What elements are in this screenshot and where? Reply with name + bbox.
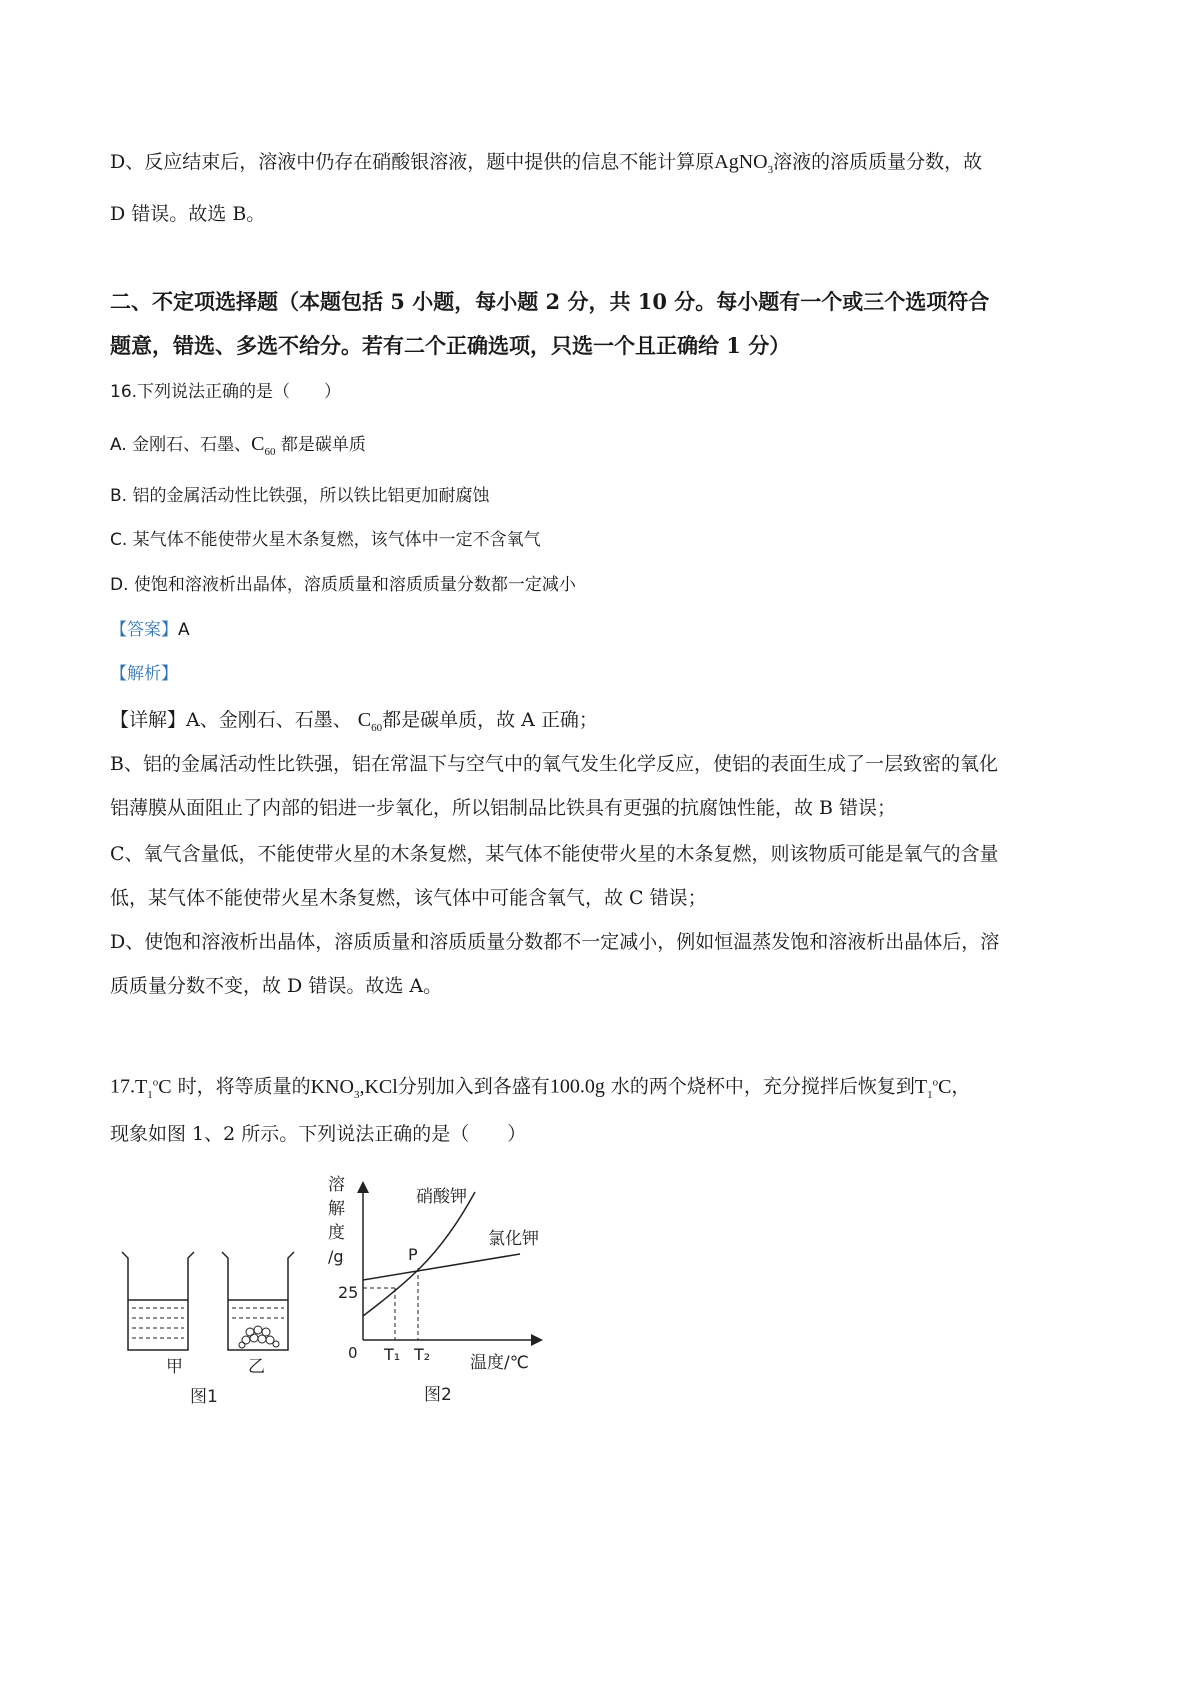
x-tick-t1: T₁ — [384, 1345, 401, 1364]
q17-stem-line1: $17.T_1^oC$ 时，将等质量的$KNO_3,KCl$分别加入到各盛有100.0g 水的两个烧杯中，充分搅拌后恢复到$T_1^oC$， — [110, 1075, 971, 1101]
y-label-1: 溶 — [328, 1175, 345, 1195]
point-p-label: P — [408, 1245, 418, 1264]
q16-detail-b-line2: 铝薄膜从面阻止了内部的铝进一步氧化，所以铝制品比铁具有更强的抗腐蚀性能，故 B 错误； — [110, 797, 897, 819]
q16-stem: 16.下列说法正确的是（ ） — [110, 382, 342, 402]
kno3-curve-label: 硝酸钾 — [416, 1187, 467, 1207]
q16-detail-b-line1: B、铝的金属活动性比铁强，铝在常温下与空气中的氧气发生化学反应，使铝的表面生成了一层致密的氧化 — [110, 753, 998, 775]
q16-detail-c-line1: C、氧气含量低，不能使带火星的木条复燃，某气体不能使带火星的木条复燃，则该物质可能是氧气的含量 — [110, 843, 999, 865]
kno3-formula: $KNO_3,KCl$ — [310, 1075, 398, 1101]
t1-temperature: $T_1^oC$ — [135, 1075, 172, 1101]
q16-option-a: A. 金刚石、石墨、$C_{60}$ 都是碳单质 — [110, 433, 366, 458]
answer-value: A — [178, 620, 190, 640]
kcl-curve — [363, 1254, 520, 1280]
y-tick-25: 25 — [338, 1283, 359, 1302]
x-axis-label: 温度/℃ — [470, 1353, 529, 1373]
kno3-curve — [363, 1192, 475, 1316]
answer-label: 【答案】 — [110, 620, 178, 640]
y-label-3: 度 — [328, 1223, 345, 1243]
q16-detail-d-line2: 质质量分数不变，故 D 错误。故选 A。 — [110, 975, 443, 997]
y-label-4: /g — [328, 1247, 344, 1266]
figure-2-solubility-chart — [320, 1170, 560, 1410]
section-heading-line2: 题意，错选、多选不给分。若有二个正确选项，只选一个且正确给 1 分） — [110, 333, 791, 358]
section-heading-line1: 二、不定项选择题（本题包括 5 小题，每小题 2 分，共 10 分。每小题有一个或三个选项符合 — [110, 289, 990, 314]
q16-answer — [110, 616, 190, 644]
origin-label: 0 — [348, 1344, 358, 1362]
beaker-yi — [222, 1252, 294, 1350]
crystals-precipitate — [239, 1326, 279, 1348]
y-label-2: 解 — [328, 1199, 345, 1219]
figure-1-caption: 图1 — [190, 1387, 218, 1407]
q16-option-c: C. 某气体不能使带火星木条复燃，该气体中一定不含氧气 — [110, 530, 541, 550]
x-tick-t2: T₂ — [414, 1345, 431, 1364]
beaker-yi-label: 乙 — [248, 1357, 265, 1377]
figure-2-caption: 图2 — [424, 1385, 452, 1405]
prev-d-line2: D 错误。故选 B。 — [110, 203, 266, 225]
agno3-formula: AgNO$_3$ — [714, 151, 774, 176]
prev-d-line1: D、反应结束后，溶液中仍存在硝酸银溶液，题中提供的信息不能计算原AgNO$_3$溶液的溶质质量分数，故 — [110, 151, 983, 176]
c60-formula: $C_{60}$ — [251, 433, 276, 458]
q16-detail-a: 【详解】A、金刚石、石墨、 $C_{60}$都是碳单质，故 A 正确； — [110, 709, 598, 734]
beaker-jia-label: 甲 — [166, 1357, 183, 1377]
figure-1-beakers — [118, 1250, 318, 1410]
q16-detail-c-line2: 低，某气体不能使带火星木条复燃，该气体中可能含氧气，故 C 错误； — [110, 887, 707, 909]
q16-option-b: B. 铝的金属活动性比铁强，所以铁比铝更加耐腐蚀 — [110, 486, 490, 506]
q17-stem-line2: 现象如图 1、2 所示。下列说法正确的是（ ） — [110, 1123, 527, 1145]
beaker-jia — [122, 1252, 194, 1350]
kcl-curve-label: 氯化钾 — [488, 1229, 539, 1249]
q16-option-d: D. 使饱和溶液析出晶体，溶质质量和溶质质量分数都一定减小 — [110, 575, 576, 595]
q16-analysis-label: 【解析】 — [110, 664, 178, 684]
q16-detail-d-line1: D、使饱和溶液析出晶体，溶质质量和溶质质量分数都不一定减小，例如恒温蒸发饱和溶液析出晶体后，溶 — [110, 931, 1000, 953]
